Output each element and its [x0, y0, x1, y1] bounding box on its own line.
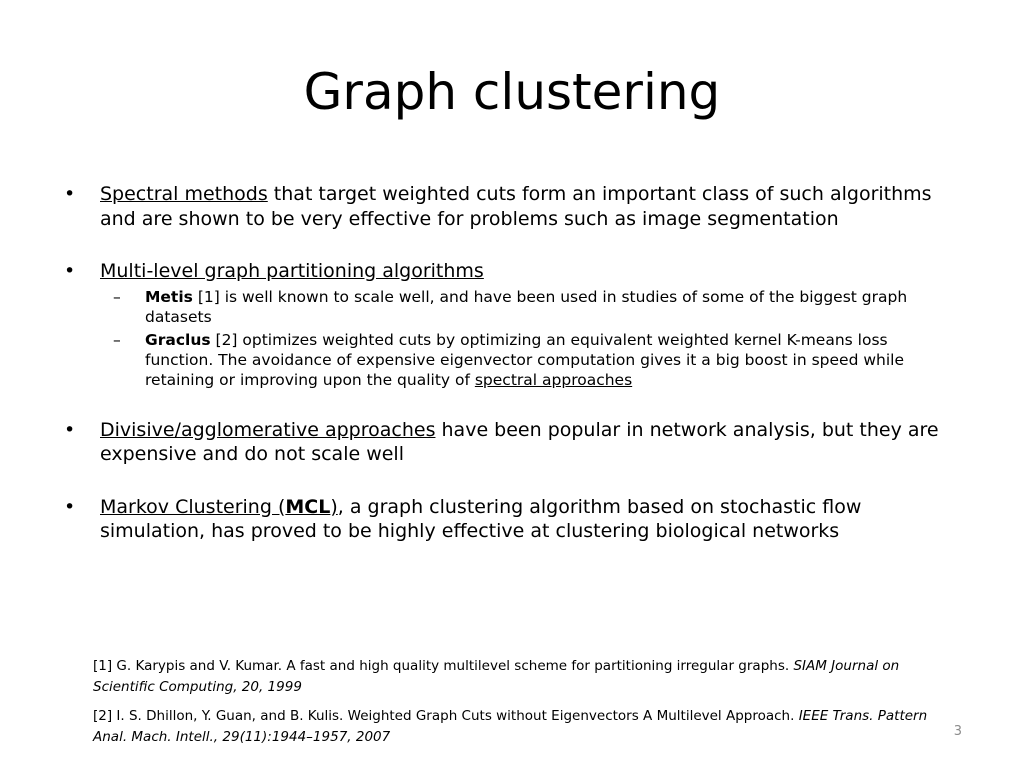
- sub-bullet-text: [1] is well known to scale well, and have been used in studies of some of the biggest graph datasets: [145, 287, 908, 326]
- metis-label: Metis: [145, 287, 193, 306]
- bullet-spectral-methods: [60, 182, 960, 231]
- sub-bullet-marker: –: [113, 330, 121, 349]
- bullet-marker: •: [64, 418, 76, 441]
- bullet-text: have been popular in network analysis, but they are expensive and do not scale well: [100, 418, 939, 465]
- bullet-marker: •: [64, 495, 76, 518]
- bullet-markov-clustering: [60, 495, 960, 544]
- bullet-text: , a graph clustering algorithm based on stochastic flow simulation, has proved to be highly effective at clustering biological networks: [100, 495, 862, 542]
- markov-link-end: ): [330, 495, 338, 518]
- sub-bullet-graclus: [60, 330, 960, 390]
- reference-2: [93, 706, 953, 748]
- sub-bullet-marker: –: [113, 287, 121, 306]
- sub-bullet-metis: [60, 287, 960, 327]
- reference-text: [1] G. Karypis and V. Kumar. A fast and high quality multilevel scheme for partitioning irregular graphs.: [93, 658, 794, 674]
- page-number: 3: [953, 724, 962, 739]
- sub-bullet-text: [2] optimizes weighted cuts by optimizing an equivalent weighted kernel K-means loss function. The avoidance of expensive eigenvector computation gives it a big boost in speed while retaining or improving upon the quality of: [145, 330, 904, 389]
- markov-link-start: Markov Clustering (: [100, 495, 286, 518]
- bullet-marker: •: [64, 183, 76, 205]
- bullet-text: that target weighted cuts form an important class of such algorithms and are shown to be very effective for problems such as image segmentation: [100, 183, 932, 230]
- multilevel-partitioning-link[interactable]: Multi-level graph partitioning algorithms: [100, 260, 484, 282]
- reference-1: [93, 656, 953, 698]
- references: [93, 656, 953, 748]
- markov-clustering-link[interactable]: [100, 496, 338, 518]
- graclus-label: Graclus: [145, 330, 211, 349]
- reference-journal: SIAM Journal on Scientific Computing, 20, 1999: [93, 658, 900, 695]
- spectral-methods-link[interactable]: Spectral methods: [100, 183, 268, 205]
- slide-title: Graph clustering: [303, 63, 721, 121]
- reference-text: [2] I. S. Dhillon, Y. Guan, and B. Kulis. Weighted Graph Cuts without Eigenvectors A Multilevel Approach.: [93, 708, 799, 724]
- bullet-multilevel: [60, 259, 960, 284]
- bullet-divisive: [60, 418, 960, 467]
- bullet-list: [60, 182, 960, 544]
- bullet-marker: •: [64, 260, 76, 282]
- mcl-label: MCL: [285, 495, 331, 518]
- reference-journal: IEEE Trans. Pattern Anal. Mach. Intell., 29(11):1944–1957, 2007: [93, 708, 928, 745]
- spectral-approaches-link[interactable]: spectral approaches: [474, 370, 633, 389]
- divisive-agglomerative-link[interactable]: Divisive/agglomerative approaches: [100, 418, 436, 441]
